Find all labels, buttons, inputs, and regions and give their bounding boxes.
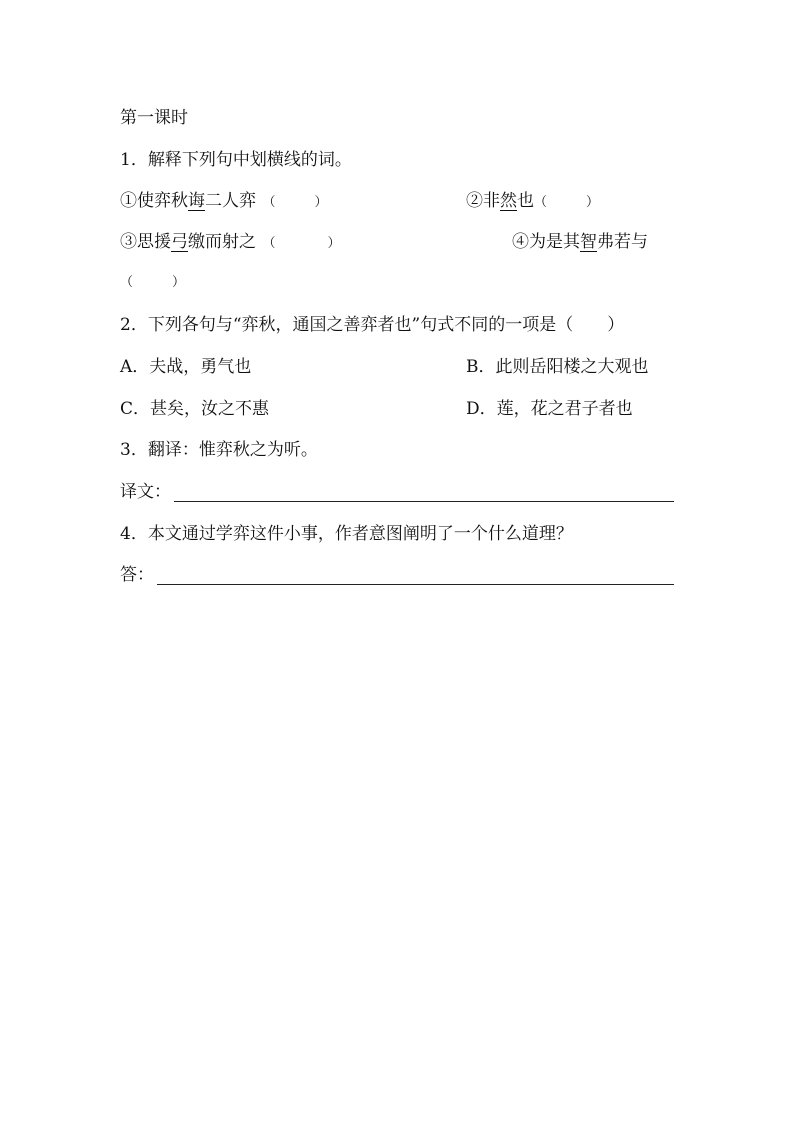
- q1-item-3-underlined-word: 弓: [171, 232, 188, 252]
- q1-item-3-pre: ③思援: [120, 232, 171, 252]
- q4-answer-label: 答：: [120, 565, 154, 585]
- section-title: 第一课时: [120, 108, 188, 128]
- q1-item-4-post: 弗若与: [597, 232, 648, 252]
- q1-item-4-answer-blank[interactable]: （ ）: [120, 275, 186, 290]
- q4-answer-line[interactable]: [157, 583, 674, 585]
- q1-item-4-pre: ④为是其: [512, 232, 580, 252]
- q1-item-1-answer-blank[interactable]: （ ）: [269, 195, 328, 210]
- q1-item-1-pre: ①使弈秋: [120, 191, 188, 211]
- q1-item-1-underlined-word: 诲: [188, 191, 205, 211]
- q1-item-3: [120, 230, 341, 256]
- q2-option-b: B．此则岳阳楼之大观也: [466, 357, 649, 377]
- q1-item-2: [466, 189, 599, 215]
- question-4-stem: 4．本文通过学弈这件小事，作者意图阐明了一个什么道理？: [120, 524, 573, 544]
- q2-option-c: C．甚矣，汝之不惠: [120, 399, 270, 419]
- q1-item-2-post: 也: [517, 191, 534, 211]
- q3-answer-line[interactable]: [174, 500, 674, 502]
- q1-item-1: [120, 189, 328, 215]
- question-3-stem: 3．翻译：惟弈秋之为听。: [120, 440, 318, 460]
- q2-option-a: A．夫战，勇气也: [120, 357, 252, 377]
- q1-item-2-pre: ②非: [466, 191, 500, 211]
- q1-item-2-answer-blank[interactable]: （ ）: [534, 195, 600, 210]
- q1-item-1-post: 二人弈: [205, 191, 256, 211]
- q1-item-4: [512, 230, 648, 254]
- q1-item-3-post: 缴而射之: [188, 232, 256, 252]
- q3-answer-label: 译文：: [120, 482, 171, 502]
- question-1-stem: 1．解释下列句中划横线的词。: [120, 150, 352, 170]
- q1-item-2-underlined-word: 然: [500, 191, 517, 211]
- q2-option-d: D．莲，花之君子者也: [466, 399, 633, 419]
- q1-item-3-answer-blank[interactable]: （ ）: [269, 236, 341, 251]
- question-2-stem: 2．下列各句与“弈秋，通国之善弈者也”句式不同的一项是（ ）: [120, 315, 625, 335]
- q1-item-4-underlined-word: 智: [580, 232, 597, 252]
